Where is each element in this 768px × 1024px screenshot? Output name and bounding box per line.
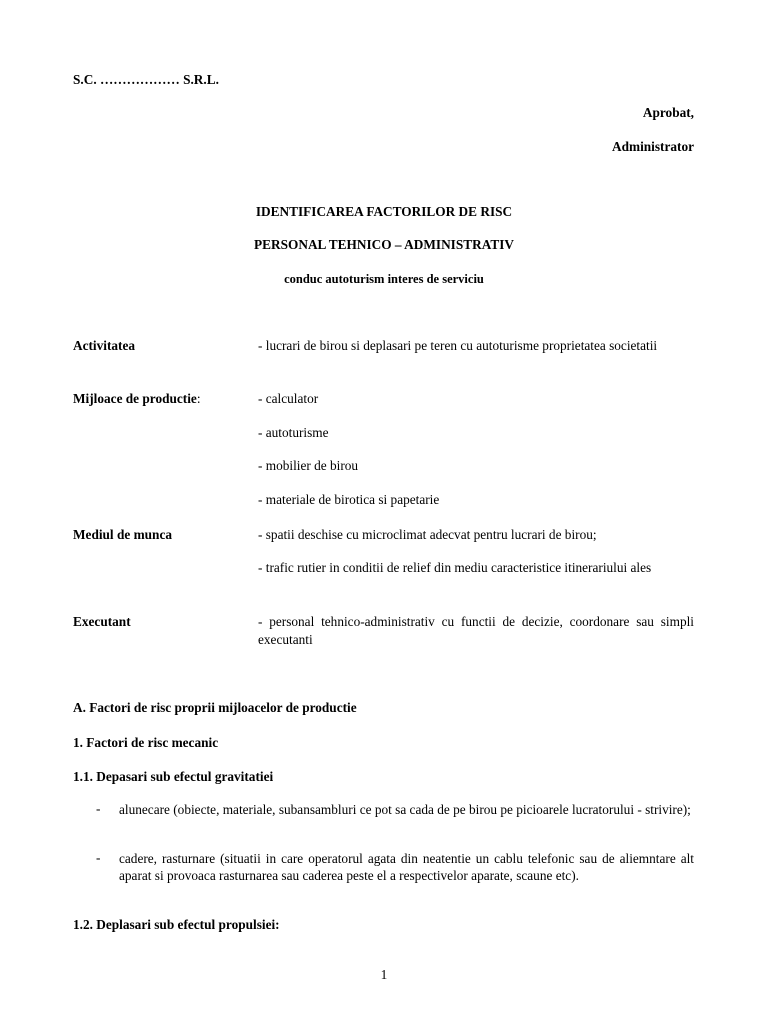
means-item: - mobilier de birou: [258, 458, 359, 473]
section-1-heading: 1. Factori de risc mecanic: [73, 735, 219, 750]
document-title: IDENTIFICAREA FACTORILOR DE RISC: [255, 204, 513, 219]
means-item: - materiale de birotica si papetarie: [258, 492, 440, 507]
executant-label: Executant: [73, 614, 131, 629]
company-name: S.C. ……………… S.R.L.: [73, 72, 219, 87]
bullet-dash: -: [96, 850, 101, 865]
environment-item: - spatii deschise cu microclimat adecvat pentru lucrari de birou;: [258, 527, 597, 542]
environment-item: - trafic rutier in conditii de relief din mediu caracteristice itinerariului ales: [258, 560, 652, 575]
environment-label: Mediul de munca: [73, 527, 172, 542]
section-1-1-heading: 1.1. Depasari sub efectul gravitatiei: [73, 769, 274, 784]
list-item: cadere, rasturnare (situatii in care operatorul agata din neatentie un cablu telefonic sau de aliemntare alt aparat si provoaca rasturnarea sau caderea peste el a respectivelor aparate, scaune etc).: [119, 851, 694, 883]
list-item: alunecare (obiecte, materiale, subansambluri ce pot sa cada de pe birou pe picioarele lucratorului - strivire);: [119, 802, 691, 817]
activity-value: - lucrari de birou si deplasari pe teren cu autoturisme proprietatea societatii: [258, 338, 658, 353]
executant-value: - personal tehnico-administrativ cu functii de decizie, coordonare sau simpli executanti: [258, 614, 694, 647]
document-subtitle: PERSONAL TEHNICO – ADMINISTRATIV: [254, 237, 514, 252]
page-number: 1: [380, 967, 388, 982]
section-1-2-heading: 1.2. Deplasari sub efectul propulsiei:: [73, 917, 280, 932]
activity-label: Activitatea: [73, 338, 136, 353]
means-label-wrap: [73, 390, 201, 408]
approver-title: Administrator: [612, 139, 694, 154]
means-item: - calculator: [258, 391, 319, 406]
document-scope: conduc autoturism interes de serviciu: [284, 272, 484, 286]
means-label: Mijloace de productie: [73, 391, 197, 406]
means-colon: :: [196, 391, 201, 406]
means-item: - autoturisme: [258, 425, 329, 440]
section-a-heading: A. Factori de risc proprii mijloacelor de productie: [73, 700, 357, 715]
bullet-dash: -: [96, 801, 101, 816]
approval-label: Aprobat,: [642, 105, 694, 120]
